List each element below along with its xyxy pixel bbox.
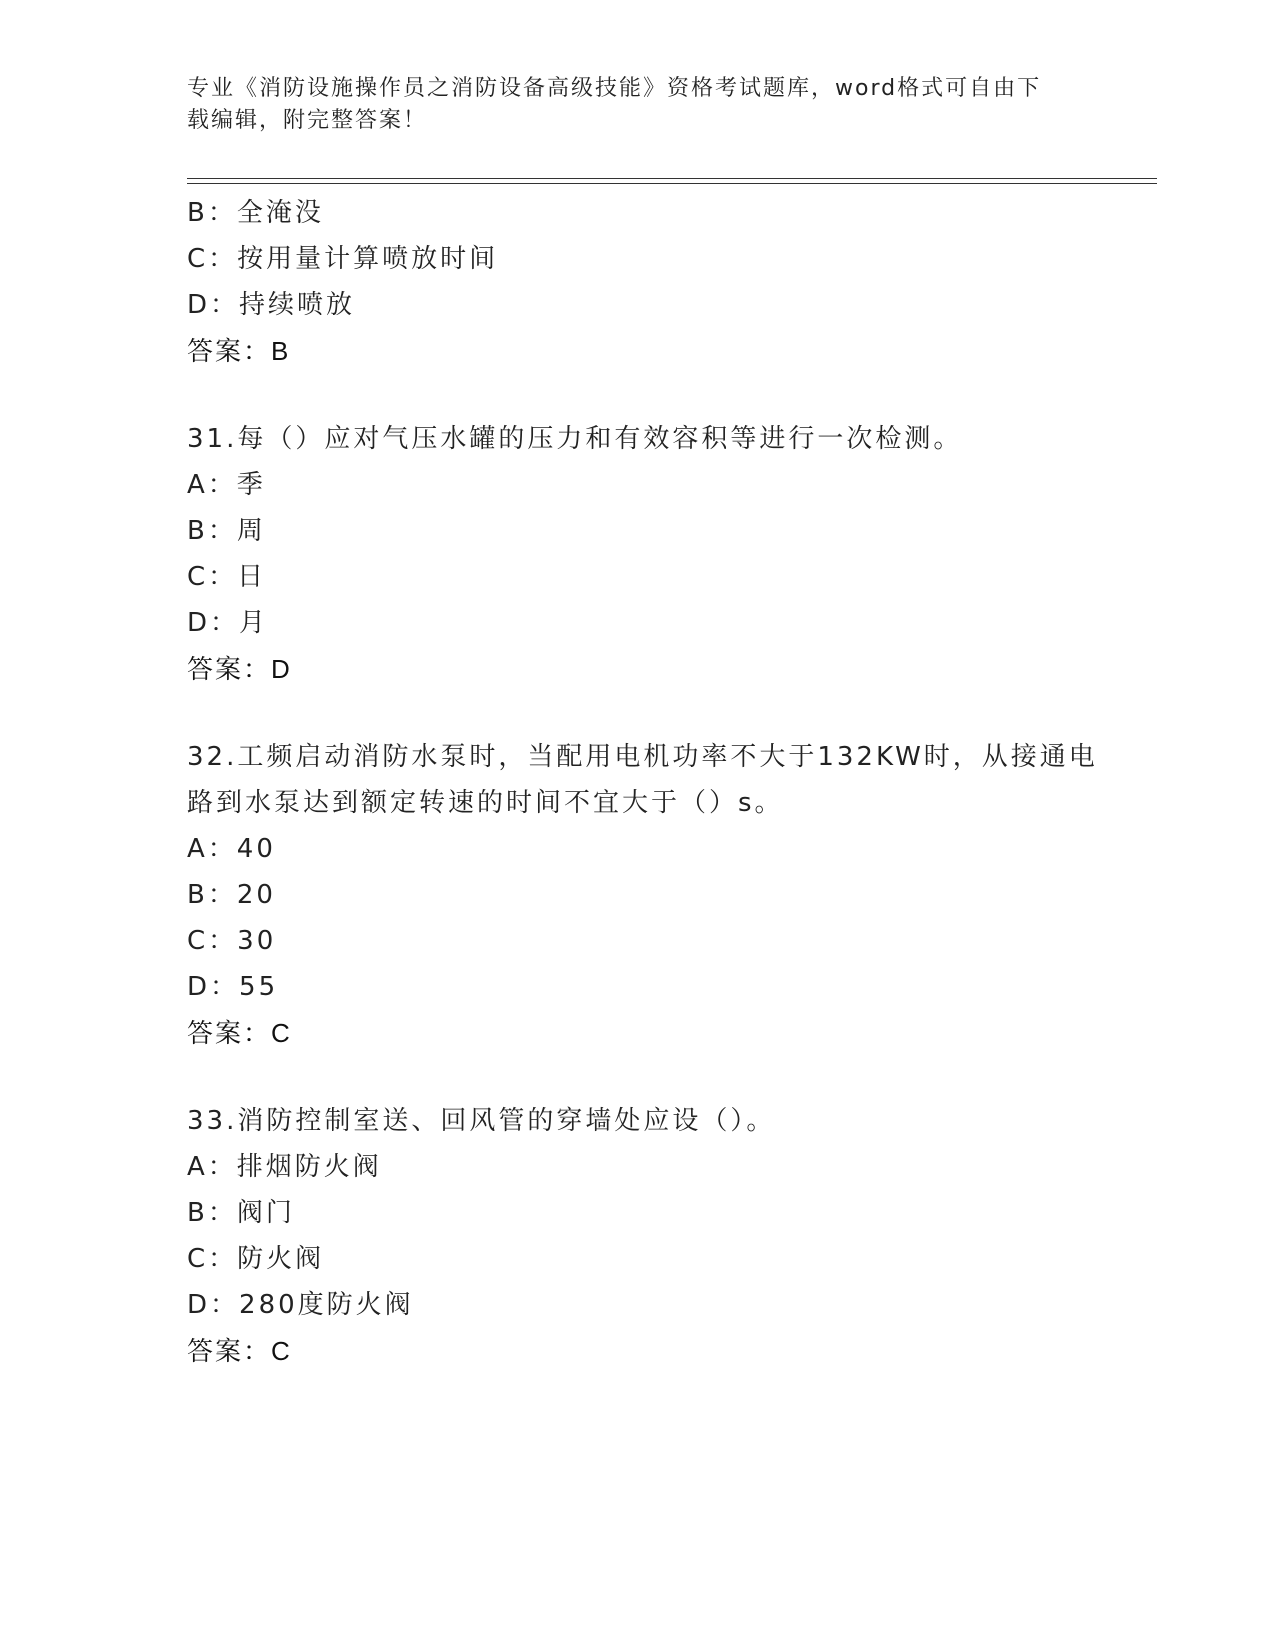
question-text-line-2: 路到水泵达到额定转速的时间不宜大于（）s。	[187, 788, 784, 818]
option-a: A：排烟防火阀	[187, 1152, 382, 1182]
option-d: D：55	[187, 972, 279, 1002]
question-33	[187, 1098, 1167, 1374]
question-text-line-1: 32.工频启动消防水泵时，当配用电机功率不大于132KW时，从接通电	[187, 742, 1098, 772]
option-d: D：持续喷放	[187, 290, 356, 320]
answer-line: 答案：C	[187, 1018, 292, 1048]
question-text: 33.消防控制室送、回风管的穿墙处应设（）。	[187, 1106, 776, 1136]
option-c: C：日	[187, 562, 267, 592]
answer-line: 答案：C	[187, 1336, 292, 1366]
question-31	[187, 416, 1167, 692]
question-30-continued	[187, 190, 1167, 374]
option-a: A：40	[187, 834, 276, 864]
header-line-1: 专业《消防设施操作员之消防设备高级技能》资格考试题库，word格式可自由下	[187, 76, 1042, 101]
option-d: D：月	[187, 608, 269, 638]
option-c: C：按用量计算喷放时间	[187, 244, 499, 274]
answer-line: 答案：B	[187, 336, 291, 366]
option-b: B：全淹没	[187, 198, 324, 228]
option-a: A：季	[187, 470, 266, 500]
question-32	[187, 734, 1167, 1056]
option-b: B：阀门	[187, 1198, 295, 1228]
option-c: C：30	[187, 926, 277, 956]
header-double-rule	[187, 178, 1157, 184]
question-list	[187, 190, 1167, 1374]
header-line-2: 载编辑，附完整答案！	[187, 108, 428, 133]
option-b: B：20	[187, 880, 276, 910]
option-b: B：周	[187, 516, 266, 546]
answer-line: 答案：D	[187, 654, 292, 684]
option-d: D：280度防火阀	[187, 1290, 414, 1320]
document-header	[187, 73, 1067, 137]
option-c: C：防火阀	[187, 1244, 325, 1274]
question-text: 31.每（）应对气压水罐的压力和有效容积等进行一次检测。	[187, 424, 963, 454]
